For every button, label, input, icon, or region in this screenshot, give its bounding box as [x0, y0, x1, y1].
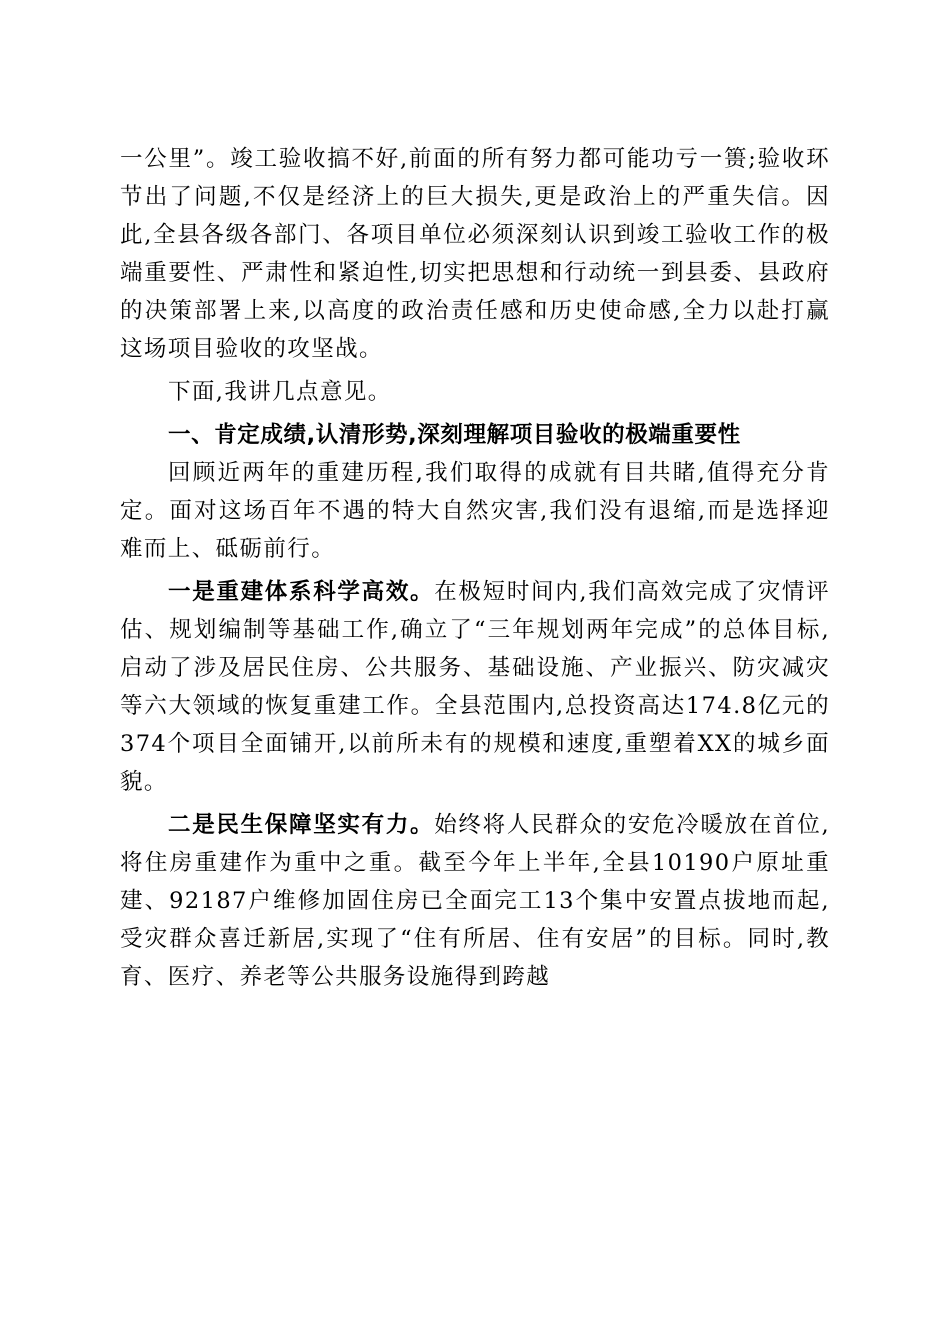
document-page: [120, 140, 830, 996]
point-2-lead: 二是民生保障坚实有力。: [168, 812, 435, 838]
point-2-body: 始终将人民群众的安危冷暖放在首位,将住房重建作为重中之重。截至今年上半年,全县10190户原址重建、92187户维修加固住房已全面完工13个集中安置点拔地而起,受灾群众喜迁新居,实现了“住有所居、住有安居”的目标。同时,教育、医疗、养老等公共服务设施得到跨越: [120, 812, 830, 990]
point-1-body: 在极短时间内,我们高效完成了灾情评估、规划编制等基础工作,确立了“三年规划两年完成”的总体目标,启动了涉及居民住房、公共服务、基础设施、产业振兴、防灾减灾等六大领域的恢复重建工作。全县范围内,总投资高达174.8亿元的374个项目全面铺开,以前所未有的规模和速度,重塑着XX的城乡面貌。: [120, 579, 830, 795]
point-1-lead: 一是重建体系科学高效。: [168, 579, 435, 605]
paragraph-opinions-intro: 下面,我讲几点意见。: [168, 379, 392, 405]
paragraph-point-1: [120, 573, 830, 801]
paragraph-review: 回顾近两年的重建历程,我们取得的成就有目共睹,值得充分肯定。面对这场百年不遇的特大自然灾害,我们没有退缩,而是选择迎难而上、砥砺前行。: [120, 460, 830, 562]
paragraph-acceptance-importance: 一公里”。竣工验收搞不好,前面的所有努力都可能功亏一篑;验收环节出了问题,不仅是经济上的巨大损失,更是政治上的严重失信。因此,全县各级各部门、各项目单位必须深刻认识到竣工验收工作的极端重要性、严肃性和紧迫性,切实把思想和行动统一到县委、县政府的决策部署上来,以高度的政治责任感和历史使命感,全力以赴打赢这场项目验收的攻坚战。: [120, 146, 830, 362]
paragraph-point-2: [120, 806, 830, 996]
section-heading-1: 一、肯定成绩,认清形势,深刻理解项目验收的极端重要性: [168, 422, 741, 448]
